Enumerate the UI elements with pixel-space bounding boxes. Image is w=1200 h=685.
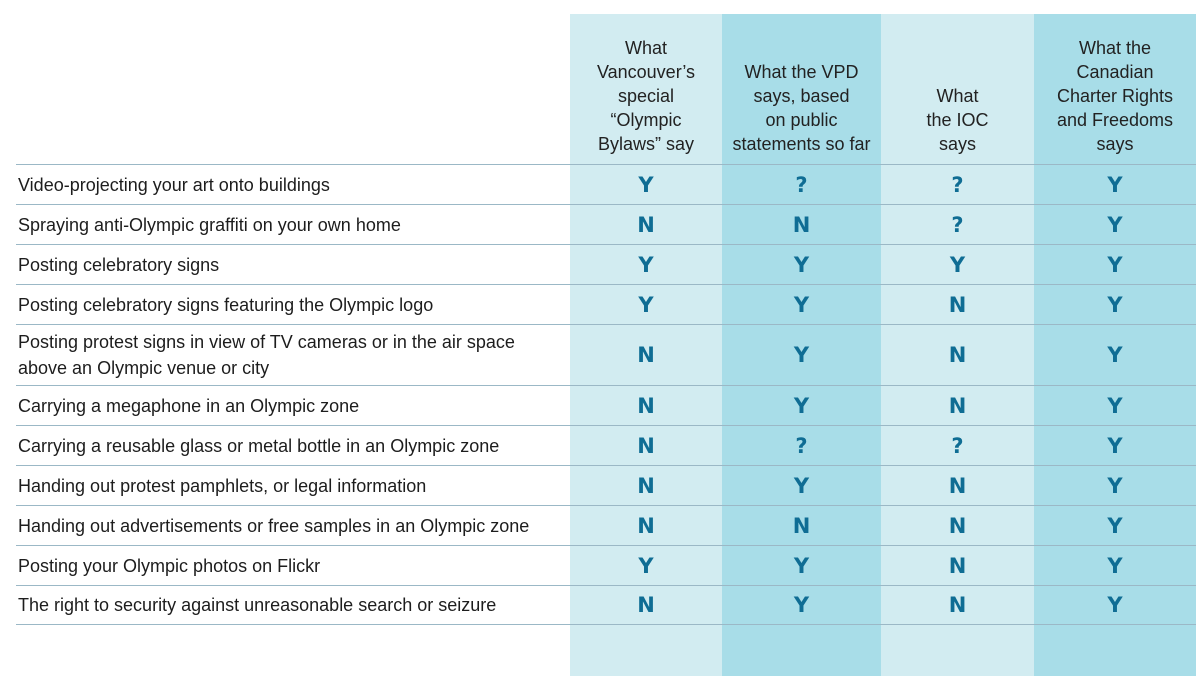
row-label: Handing out advertisements or free samples in an Olympic zone [18, 515, 530, 536]
table-row [16, 425, 1196, 465]
table-row [16, 505, 1196, 545]
cell-charter: Y [1107, 473, 1123, 498]
table-row [16, 585, 1196, 625]
comparison-table [16, 164, 1196, 625]
row-label: Spraying anti-Olympic graffiti on your own home [18, 214, 401, 235]
cell-bylaws: N [637, 393, 655, 418]
cell-bylaws: Y [638, 172, 654, 197]
cell-ioc: N [948, 473, 967, 498]
column-header-vpd: What the VPD says, based on public statements so far [732, 62, 871, 154]
cell-vpd: Y [793, 343, 810, 367]
table-row [16, 204, 1196, 244]
cell-bylaws: Y [638, 292, 654, 317]
row-label: Posting protest signs in view of TV cameras or in the air space above an Olympic venue or city [18, 332, 515, 378]
cell-vpd: N [792, 513, 811, 538]
table-row [16, 545, 1196, 585]
column-header-bylaws: What Vancouver’s special “Olympic Bylaws” say [596, 38, 696, 154]
cell-vpd: Y [793, 292, 810, 317]
column-header-ioc: What the IOC says [926, 86, 989, 154]
cell-bylaws: Y [638, 252, 654, 277]
cell-bylaws: N [637, 343, 655, 367]
cell-vpd: N [792, 212, 811, 237]
row-label: The right to security against unreasonable search or seizure [18, 595, 497, 615]
cell-charter: Y [1107, 172, 1123, 197]
cell-ioc: N [948, 593, 967, 617]
cell-vpd: Y [793, 473, 810, 498]
cell-bylaws: N [637, 473, 655, 498]
row-label: Posting celebratory signs [18, 254, 220, 275]
row-label: Carrying a reusable glass or metal bottle in an Olympic zone [18, 435, 500, 456]
cell-bylaws: N [637, 433, 655, 458]
cell-ioc: N [948, 393, 967, 418]
cell-bylaws: N [637, 513, 655, 538]
cell-charter: Y [1107, 212, 1123, 237]
cell-vpd: ? [795, 433, 808, 458]
cell-ioc: N [948, 553, 967, 578]
cell-charter: Y [1107, 593, 1123, 617]
cell-vpd: Y [793, 252, 810, 277]
cell-ioc: ? [951, 172, 964, 197]
table-row [16, 284, 1196, 324]
cell-ioc: Y [949, 252, 966, 277]
table-row [16, 244, 1196, 284]
cell-ioc: N [948, 292, 967, 317]
cell-bylaws: Y [638, 553, 654, 578]
row-label: Video-projecting your art onto buildings [18, 174, 330, 195]
row-label: Carrying a megaphone in an Olympic zone [18, 395, 360, 416]
table-row [16, 465, 1196, 505]
cell-ioc: ? [951, 212, 964, 237]
table-row [16, 385, 1196, 425]
cell-charter: Y [1107, 292, 1123, 317]
cell-ioc: N [948, 343, 967, 367]
cell-ioc: N [948, 513, 967, 538]
cell-bylaws: N [637, 212, 655, 237]
column-header-charter: What the Canadian Charter Rights and Freedoms says [1056, 38, 1174, 154]
cell-vpd: ? [795, 172, 808, 197]
cell-charter: Y [1107, 393, 1123, 418]
table-row [16, 164, 1196, 204]
table-row [16, 324, 1196, 385]
cell-charter: Y [1107, 343, 1123, 367]
cell-bylaws: N [637, 593, 655, 617]
cell-charter: Y [1107, 553, 1123, 578]
row-label: Handing out protest pamphlets, or legal information [18, 475, 427, 496]
row-label: Posting your Olympic photos on Flickr [18, 555, 321, 576]
cell-charter: Y [1107, 252, 1123, 277]
cell-ioc: ? [951, 433, 964, 458]
row-label: Posting celebratory signs featuring the Olympic logo [18, 294, 434, 315]
cell-vpd: Y [793, 393, 810, 418]
cell-vpd: Y [793, 553, 810, 578]
cell-vpd: Y [793, 593, 810, 617]
cell-charter: Y [1107, 433, 1123, 458]
cell-charter: Y [1107, 513, 1123, 538]
